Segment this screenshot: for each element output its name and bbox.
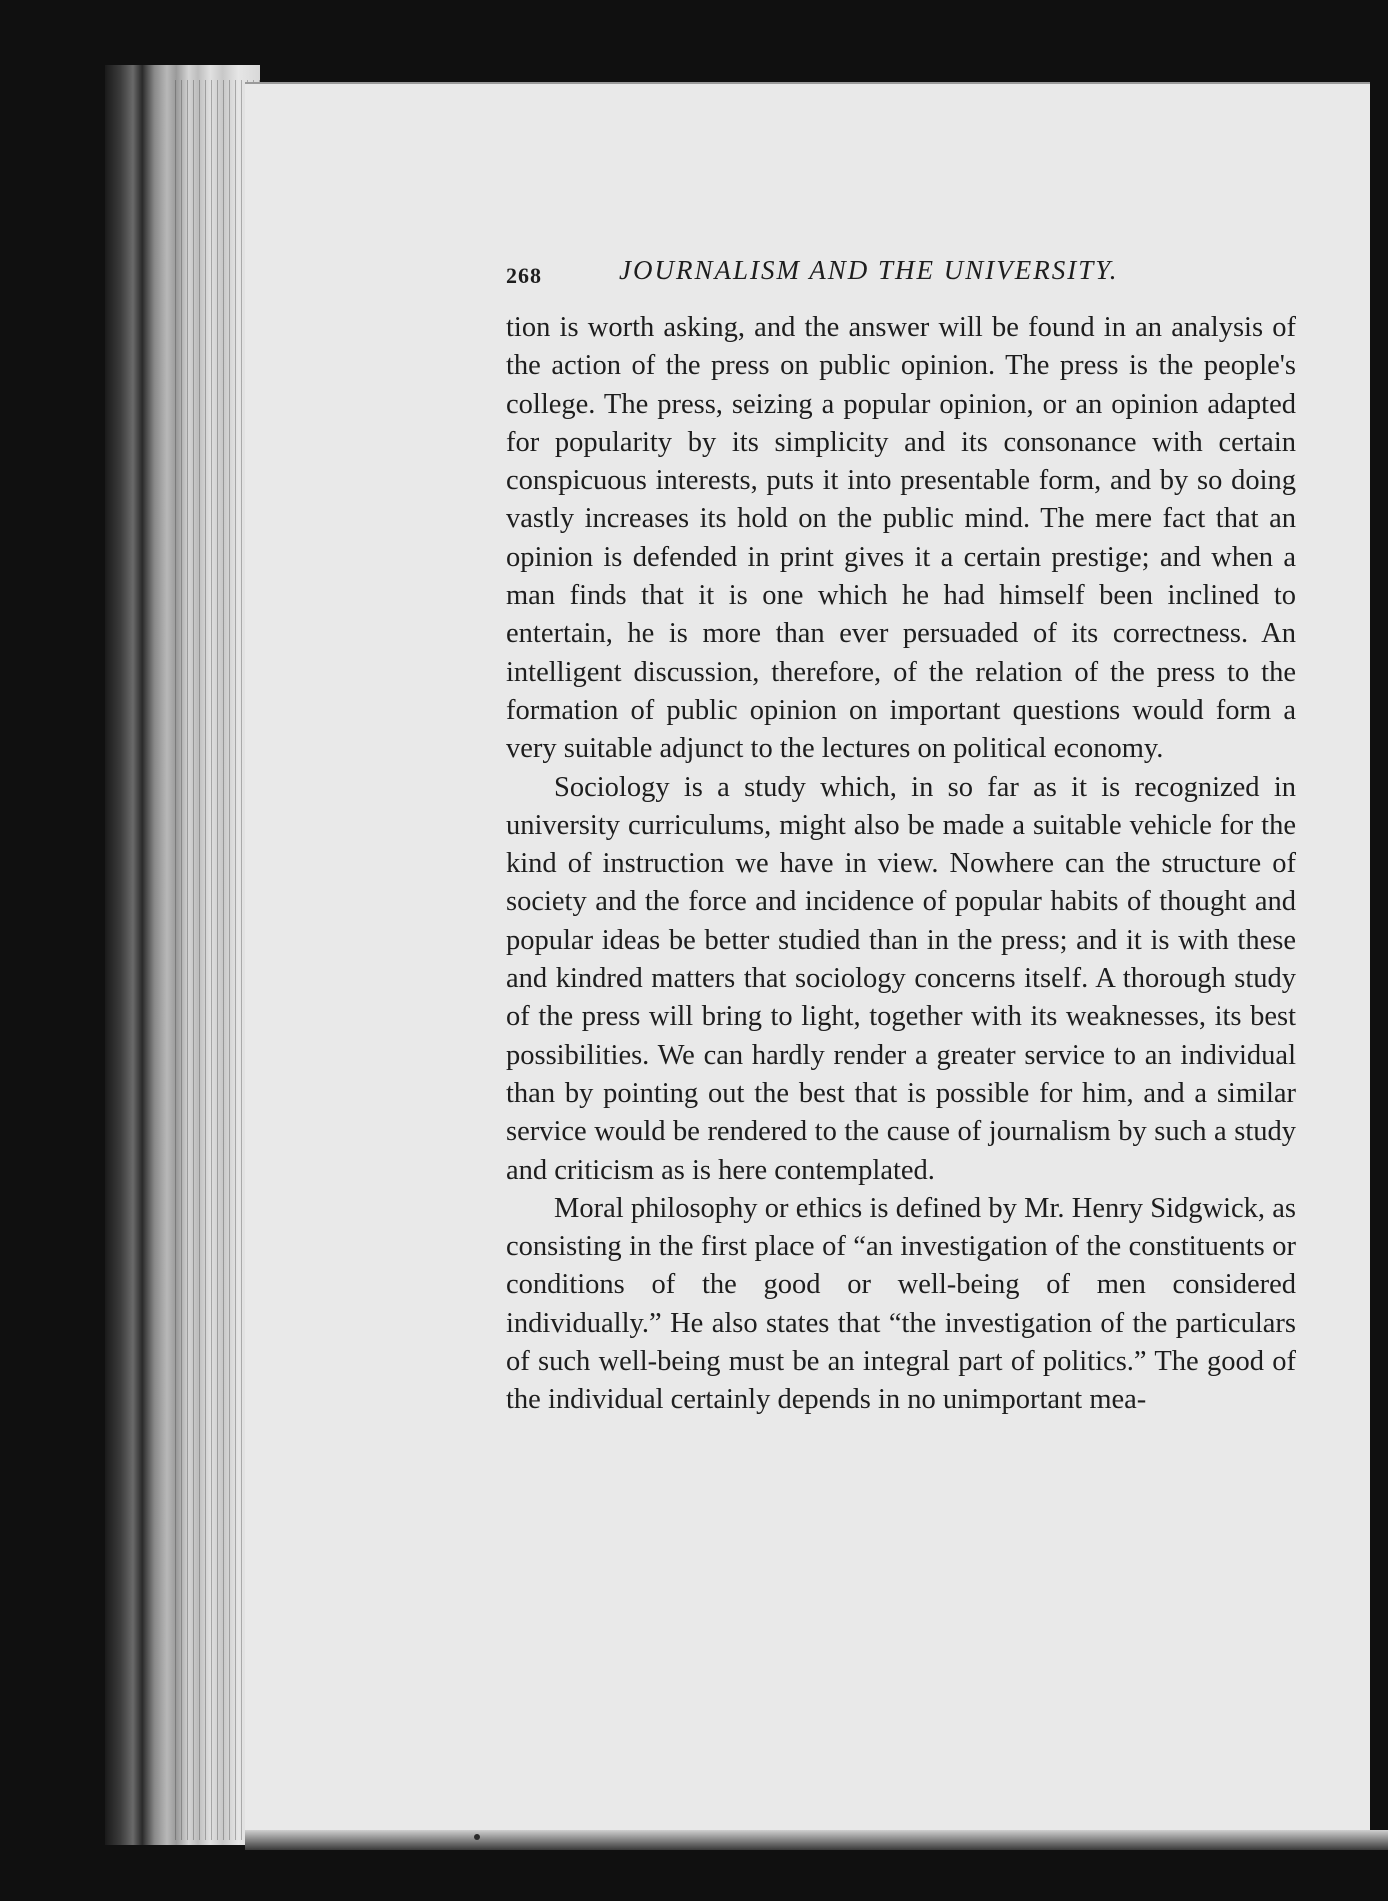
page-bottom-edge xyxy=(245,1830,1388,1850)
paragraph-moral-philosophy: Moral philosophy or ethics is defined by Mr. Henry Sidgwick, as consisting in the first place of “an investigation of the constituents or conditions of the good or well-being of men considered individually.” He also states that “the investigation of the particulars of such well-being must be an integral part of politics.” The good of the individual certainly depends in no unimportant mea- xyxy=(506,1192,1296,1416)
page-content xyxy=(506,255,1296,1420)
running-head-title: JOURNALISM AND THE UNIVERSITY. xyxy=(619,255,1119,285)
running-head xyxy=(506,255,1296,295)
page-number: 268 xyxy=(506,263,542,288)
paragraph-sociology: Sociology is a study which, in so far as it is recognized in university curriculums, might also be made a suitable vehicle for the kind of instruction we have in view. Nowhere can the structure of society and the force and incidence of popular habits of thought and popular ideas be better studied than in the press; and it is with these and kindred matters that sociology concerns itself. A thorough study of the press will bring to light, together with its weaknesses, its best possibilities. We can hardly render a greater service to an individual than by pointing out the best that is possible for him, and a similar service would be rendered to the cause of journalism by such a study and criticism as is here contemplated. xyxy=(506,771,1296,1186)
paragraph-continuation: tion is worth asking, and the answer will be found in an analysis of the action of the press on public opinion. The press is the people's college. The press, seizing a popular opinion, or an opinion adapted for popularity by its simplicity and its consonance with certain conspicuous interests, puts it into presentable form, and by so doing vastly increases its hold on the public mind. The mere fact that an opinion is defended in print gives it a certain prestige; and when a man finds that it is one which he had himself been inclined to entertain, he is more than ever persuaded of its correctness. An intelligent discussion, therefore, of the relation of the press to the formation of public opinion on important questions would form a very suitable adjunct to the lectures on political economy. xyxy=(506,312,1296,765)
ink-speck xyxy=(474,1834,480,1840)
